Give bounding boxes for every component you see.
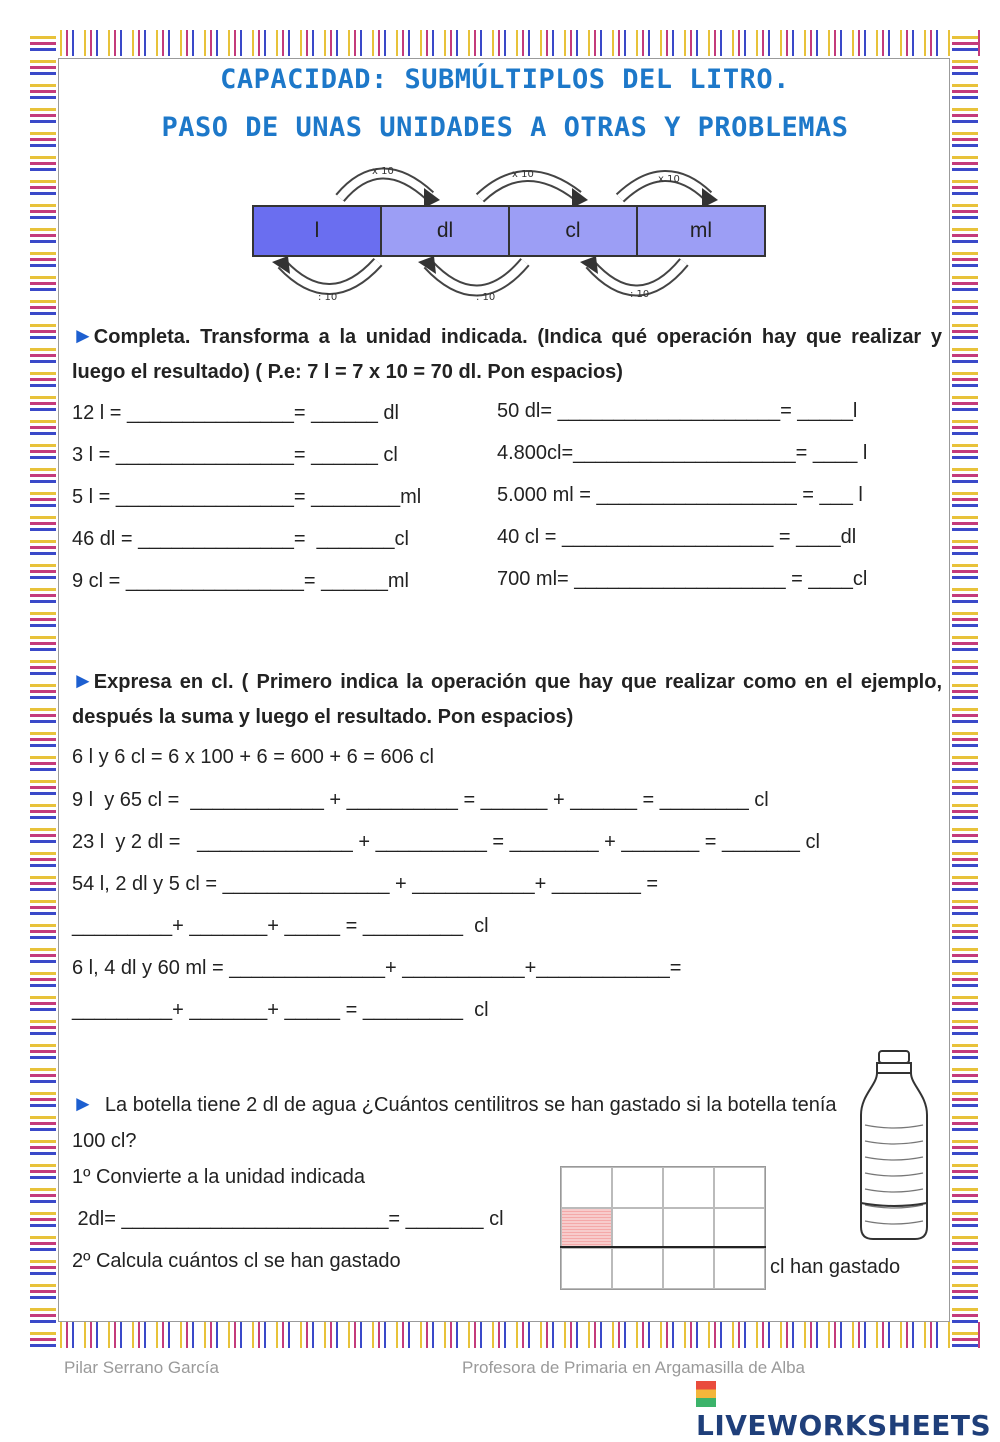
exercise-line[interactable]: 3 l = ________________= ______ cl (72, 444, 398, 466)
logo-icon (696, 1381, 716, 1407)
water-bottle-icon (855, 1045, 935, 1245)
footer-role: Profesora de Primaria en Argamasilla de Alba (462, 1358, 806, 1377)
exercise-line[interactable]: 12 l = _______________= ______ dl (72, 402, 399, 424)
unit-cell-ml: ml (638, 207, 764, 255)
bullet-triangle-icon: ► (72, 323, 94, 348)
exercise-line[interactable]: 50 dl= ____________________= _____l (497, 400, 858, 422)
exercise-line[interactable]: 54 l, 2 dl y 5 cl = _______________ + ___________+ ________ = (72, 873, 659, 895)
multiply-label: x 10 (658, 174, 680, 185)
answer-line (560, 1246, 766, 1248)
unit-cell-dl: dl (382, 207, 510, 255)
shaded-cell (561, 1208, 612, 1249)
result-label: cl han gastado (770, 1256, 901, 1278)
section3-question: ► La botella tiene 2 dl de agua ¿Cuántos centilitros se han gastado si la botella tenía 100 cl? (72, 1091, 837, 1152)
bullet-triangle-icon: ► (72, 1091, 94, 1116)
multiply-label: x 10 (512, 169, 534, 180)
exercise-line[interactable]: _________+ _______+ _____ = _________ cl (72, 999, 489, 1021)
decorative-border-bottom (30, 1322, 980, 1348)
page-subtitle: PASO DE UNAS UNIDADES A OTRAS Y PROBLEMAS (161, 112, 849, 143)
liveworksheets-logo[interactable]: LIVEWORKSHEETS (696, 1376, 1000, 1442)
exercise-line[interactable]: 23 l y 2 dl = ______________ + __________ = ________ + _______ = _______ cl (72, 831, 820, 853)
answer-grid[interactable] (560, 1166, 766, 1290)
unit-cell-cl: cl (510, 207, 638, 255)
unit-cell-l: l (254, 207, 382, 255)
unit-bar (252, 205, 766, 257)
exercise-line[interactable]: 4.800cl=____________________= ____ l (497, 442, 868, 464)
page-title: CAPACIDAD: SUBMÚLTIPLOS DEL LITRO. (220, 64, 790, 95)
exercise-line[interactable]: _________+ _______+ _____ = _________ cl (72, 915, 489, 937)
exercise-line[interactable]: 5.000 ml = __________________ = ___ l (497, 484, 863, 506)
divide-label: : 10 (318, 292, 338, 303)
example-line: 6 l y 6 cl = 6 x 100 + 6 = 600 + 6 = 606 cl (72, 746, 434, 768)
conversion-arrows-diagram (0, 0, 1000, 320)
footer-author: Pilar Serrano García (64, 1358, 219, 1377)
section1-instruction: ►Completa. Transforma a la unidad indicada. (Indica qué operación hay que realizar y luego el resultado) ( P.e: 7 l = 7 x 10 = 70 dl. Pon espacios) (72, 323, 942, 383)
exercise-line[interactable]: 5 l = ________________= ________ml (72, 486, 422, 508)
divide-label: : 10 (476, 292, 496, 303)
exercise-line[interactable]: 6 l, 4 dl y 60 ml = ______________+ ___________+____________= (72, 957, 682, 979)
exercise-line[interactable]: 700 ml= ___________________ = ____cl (497, 568, 868, 590)
exercise-line[interactable]: 40 cl = ___________________ = ____dl (497, 526, 857, 548)
bullet-triangle-icon: ► (72, 668, 94, 693)
exercise-line[interactable]: 9 l y 65 cl = ____________ + __________ = ______ + ______ = ________ cl (72, 789, 769, 811)
multiply-label: x 10 (372, 166, 394, 177)
section2-instruction: ►Expresa en cl. ( Primero indica la operación que hay que realizar como en el ejemplo, después la suma y luego el resultado. Pon espacios) (72, 668, 942, 728)
step1-exercise[interactable]: 2dl= ________________________= _______ cl (72, 1208, 504, 1230)
step1-label: 1º Convierte a la unidad indicada (72, 1166, 366, 1188)
exercise-line[interactable]: 9 cl = ________________= ______ml (72, 570, 409, 592)
exercise-line[interactable]: 46 dl = ______________= _______cl (72, 528, 409, 550)
step2-label: 2º Calcula cuántos cl se han gastado (72, 1250, 401, 1272)
divide-label: : 10 (630, 289, 650, 300)
